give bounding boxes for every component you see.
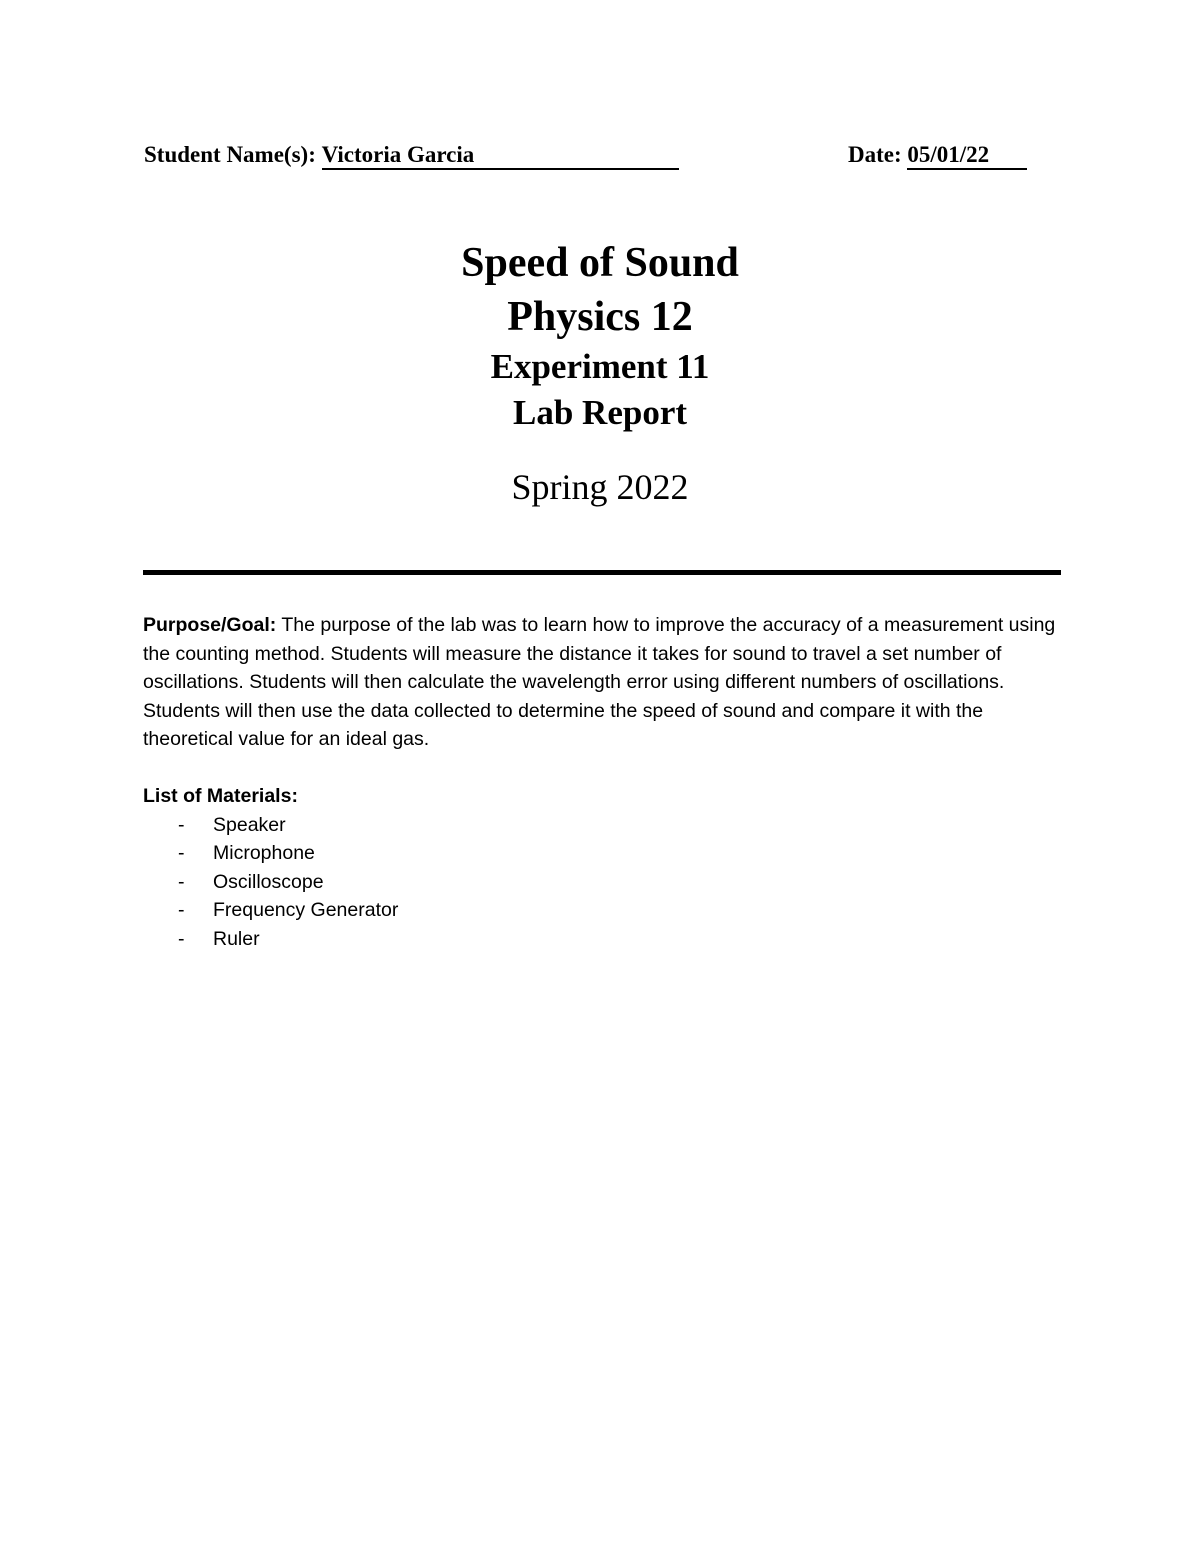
material-item: Oscilloscope (213, 870, 324, 893)
material-item: Ruler (213, 927, 260, 950)
list-bullet: - (178, 813, 185, 836)
purpose-text: The purpose of the lab was to learn how to improve the accuracy of a measurement using the counting method. Students will measure the distance it takes for sound to travel a set number of oscillations. Students will then calculate the wavelength error using different numbers of oscillations. Students will then use the data collected to determine the speed of sound and compare it with the theoretical value for an ideal gas. (143, 614, 1056, 751)
student-name-label: Student Name(s): (144, 142, 316, 167)
list-item (143, 811, 1073, 840)
body-section (143, 611, 1073, 954)
list-item (143, 868, 1073, 897)
list-bullet: - (178, 927, 185, 950)
list-bullet: - (178, 870, 185, 893)
material-item: Microphone (213, 842, 315, 865)
term: Spring 2022 (511, 467, 689, 507)
materials-heading: List of Materials: (143, 784, 298, 807)
list-bullet: - (178, 842, 185, 865)
header-row (144, 142, 1049, 176)
list-item (143, 896, 1073, 925)
course-title: Physics 12 (507, 294, 693, 340)
date-label: Date: (848, 142, 902, 167)
student-name-value: Victoria Garcia (322, 142, 679, 170)
purpose-paragraph (143, 611, 1073, 754)
title-block (0, 236, 1200, 510)
date-value: 05/01/22 (907, 142, 1027, 170)
document-title: Speed of Sound (461, 240, 739, 286)
material-item: Speaker (213, 813, 286, 836)
material-item: Frequency Generator (213, 899, 399, 922)
purpose-label: Purpose/Goal: (143, 614, 277, 636)
list-bullet: - (178, 899, 185, 922)
list-item (143, 839, 1073, 868)
student-name-field (144, 142, 679, 170)
materials-list (143, 811, 1073, 954)
horizontal-rule (143, 570, 1061, 575)
date-field (848, 142, 1027, 170)
experiment-number: Experiment 11 (490, 347, 710, 386)
list-item (143, 925, 1073, 954)
report-type: Lab Report (512, 393, 688, 432)
